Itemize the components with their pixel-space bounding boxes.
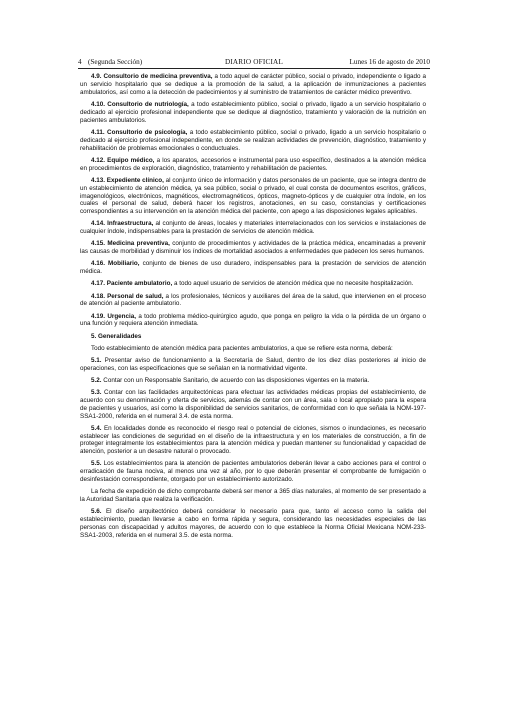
header-rule [78,68,430,69]
defined-term: Paciente ambulatorio, [106,280,173,288]
paragraph [80,377,426,385]
paragraph-number: 5.6. [91,508,102,516]
paragraph-text: a todo problema médico-quirúrgico agudo, que ponga en peligro la vida o la pérdida de un órgano o una función y requiera atención inmediata. [80,312,426,328]
paragraph-number: 5.5. [91,460,102,468]
paragraph-number: 4.11. [91,128,108,136]
paragraph-text: a todo aquel de carácter público, social o privado, independiente o ligado a un servicio hospitalario que se dedique a la promoción de la salud, a la aplicación de inmunizaciones a pacientes ambulatorios, así como a la detección de padecimientos y al suministro de tratamientos de carácter médico preventivo. [80,73,426,96]
paragraph-text: Contar con un Responsable Sanitario, de acuerdo con las disposiciones vigentes en la materia. [101,376,370,384]
paragraph-number: 4.18. [91,292,108,300]
paragraph [80,508,426,540]
paragraph-text: al conjunto de áreas, locales y materiales interrelacionados con los servicios e instalaciones de cualquier índole, indispensables para la prestación de servicios de atención médica. [80,220,426,236]
section-label: (Segunda Sección) [88,58,143,66]
paragraph [80,488,426,504]
paragraph-text: El diseño arquitectónico deberá considerar lo necesario para que, tanto el acceso como la salida del establecimiento, puedan llevarse a cabo en forma rápida y segura, considerando las necesidades especiales de las personas con discapacidad y adultos mayores, de acuerdo con lo que establece la Norma Oficial Mexicana NOM-233-SSA1-2003, referida en el numeral 3.5. de esta norma. [80,508,426,540]
paragraph [80,425,426,457]
paragraph [80,129,426,153]
paragraph-text: conjunto de procedimientos y actividades de la práctica médica, encaminadas a prevenir las causas de morbilidad y disminuir los índices de mortalidad asociados a enfermedades que padecen los seres humanos. [80,240,426,256]
paragraph-text: Contar con las facilidades arquitectónicas para efectuar las actividades médicas propias del establecimiento, de acuerdo con su denominación y oferta de servicios, además de contar con un área, sala o local apropiado para la espera de pacientes y usuarios, así como la disponibilidad de servicios sanitarios, de conformidad con lo que señala la NOM-197-SSA1-2000, referida en el numeral 3.4. de esta norma. [80,388,426,420]
paragraph [80,313,426,329]
paragraph [80,260,426,276]
paragraph-number: 4.13. [91,176,107,184]
paragraph-text: La fecha de expedición de dicho comprobante deberá ser menor a 365 días naturales, al momento de ser presentado a la Autoridad Sanitaria que realiza la verificación. [80,488,426,504]
paragraph [80,345,426,353]
defined-term: Mobiliario, [108,260,140,268]
defined-term: Urgencia, [107,312,137,320]
paragraph [80,460,426,484]
paragraph [80,220,426,236]
paragraph-number: 5.1. [91,356,102,364]
paragraph-number: 4.10. [91,100,108,108]
defined-term: Consultorio de nutriología, [107,100,189,108]
paragraph-text: a todo establecimiento público, social o privado, ligado a un servicio hospitalario o dedicado al ejercicio profesional independiente que se dedique al diagnóstico, tratamiento y valoración de la nutrición en pacientes ambulatorios. [80,100,426,124]
paragraph [80,333,426,341]
paragraph [80,293,426,309]
paragraph [80,101,426,125]
paragraph [80,357,426,373]
paragraph-text: Los establecimientos para la atención de pacientes ambulatorios deberán llevar a cabo acciones para el control o erradicación de fauna nociva, al menos una vez al año, por lo que deberán presentar el comprobante de fumigación o desinfestación correspondiente, otorgado por un establecimiento autorizado. [80,460,426,484]
page-header [78,58,430,68]
defined-term: Medicina preventiva, [107,240,170,248]
defined-term: Equipo médico, [107,156,155,164]
paragraph [80,177,426,217]
document-body [80,73,426,544]
paragraph-text: a todo aquel usuario de servicios de atención médica que no necesite hospitalización. [172,280,414,288]
paragraph [80,280,426,288]
paragraph-text: Presentar aviso de funcionamiento a la Secretaría de Salud, dentro de los diez días posteriores al inicio de operaciones, con las especificaciones que se señalan en la normatividad vigente. [80,356,426,372]
journal-title: DIARIO OFICIAL [224,58,284,66]
defined-term: Infraestructura, [107,220,154,228]
publication-date: Lunes 16 de agosto de 2010 [349,58,430,66]
paragraph-number: 4.16. [91,260,109,268]
paragraph-number: 5.4. [91,424,102,432]
defined-term: Personal de salud, [107,292,164,300]
defined-term: Generalidades [98,332,142,340]
paragraph-text: En localidades donde es reconocido el riesgo real o potencial de ciclones, sismos o inundaciones, es necesario establecer las condiciones de seguridad en el diseño de la infraestructura y en los materiales de construcción, a fin de proteger integralmente los establecimientos para la atención médica y puedan mantener su funcionalidad y capacidad de atención, posterior a un desastre natural o provocado. [80,424,426,456]
paragraph [80,389,426,421]
paragraph-number: 4.19. [91,312,108,320]
paragraph-text: conjunto de bienes de uso duradero, indispensables para la prestación de servicios de atención médica. [80,260,426,276]
paragraph-text: a los aparatos, accesorios e instrumental para uso específico, destinados a la atención médica en procedimientos de exploración, diagnóstico, tratamiento y rehabilitación de pacientes. [80,156,426,172]
defined-term: Consultorio de psicología, [107,128,188,136]
paragraph-text: a los profesionales, técnicos y auxiliares del área de la salud, que intervienen en el proceso de atención al paciente ambulatorio. [80,292,426,308]
paragraph-text: a todo establecimiento público, social o privado, ligado a un servicio hospitalario o dedicado al ejercicio profesional independiente, en donde se realizan actividades de prevención, diagnóstico, tratamiento y rehabilitación de problemas emocionales o conductuales. [80,128,426,152]
defined-term: Expediente clínico, [106,176,164,184]
paragraph-text: Todo establecimiento de atención médica para pacientes ambulatorios, a que se refiere esta norma, deberá: [91,344,393,352]
paragraph [80,240,426,256]
paragraph-text: al conjunto único de información y datos personales de un paciente, que se integra dentro de un establecimiento de atención médica, ya sea público, social o privado, el cual consta de documentos escritos, gráficos, imagenológicos, electrónicos, magnéticos, electromagnéticos, ópticos, magneto-ópticos y de cualquier otra índole, en los cuales el personal de salud, deberá hacer los registros, anotaciones, en su caso, constancias y certificaciones correspondientes a su intervención en la atención médica del paciente, con apego a las disposiciones legales aplicables. [80,176,426,216]
paragraph-number: 4.15. [91,240,108,248]
paragraph-number: 4.17. [91,280,107,288]
paragraph-number: 4.9. [91,73,104,80]
paragraph [80,157,426,173]
paragraph-number: 5.3. [91,388,102,396]
paragraph-number: 5. [91,332,99,340]
page-number: 4 [78,58,82,66]
defined-term: Consultorio de medicina preventiva, [103,73,213,80]
paragraph [80,73,426,97]
paragraph-number: 4.12. [91,156,108,164]
paragraph-number: 4.14. [91,220,108,228]
paragraph-number: 5.2. [91,376,102,384]
